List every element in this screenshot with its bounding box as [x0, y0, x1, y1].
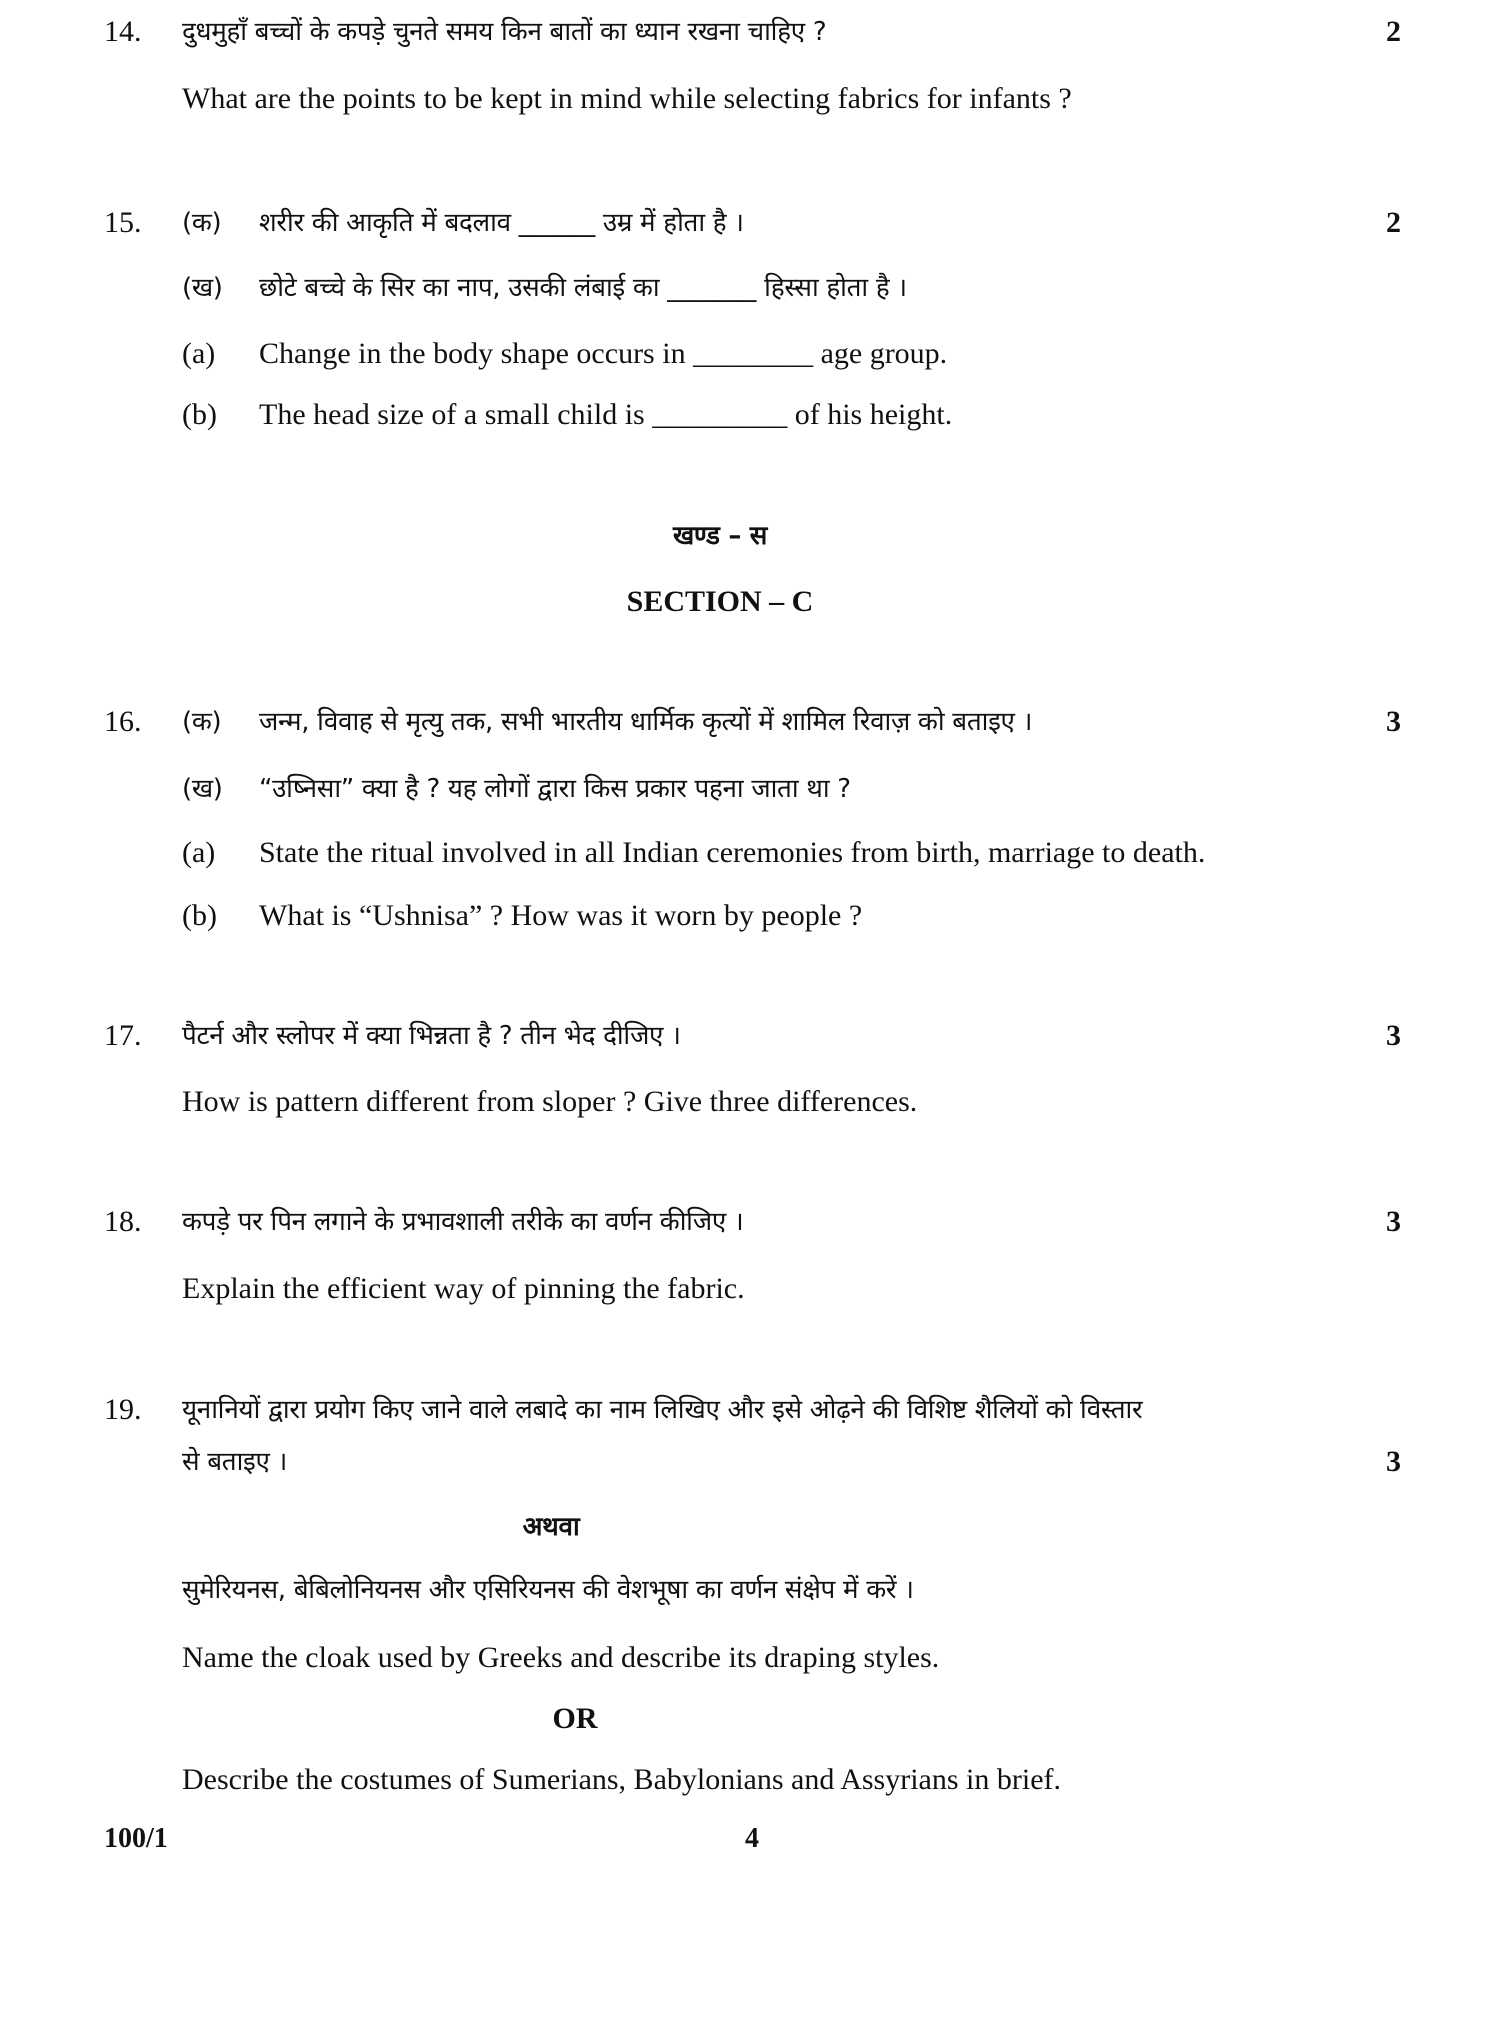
question-alt-text-hindi: सुमेरियनस, बेबिलोनियनस और एसिरियनस की वेशभूषा का वर्णन संक्षेप में करें ।	[182, 1575, 914, 1605]
part-text: State the ritual involved in all Indian ceremonies from birth, marriage to death.	[259, 836, 1206, 869]
question-number: 17.	[104, 1019, 142, 1052]
paper-code: 100/1	[104, 1823, 168, 1854]
part-text: “उष्निसा” क्या है ? यह लोगों द्वारा किस प्रकार पहना जाता था ?	[259, 774, 851, 804]
section-title-hindi: खण्ड – स	[672, 521, 768, 551]
question-marks: 3	[1386, 1205, 1401, 1238]
question-text-english: Explain the efficient way of pinning the fabric.	[182, 1272, 745, 1305]
question-text-english: What are the points to be kept in mind while selecting fabrics for infants ?	[182, 82, 1072, 115]
question-number: 18.	[104, 1205, 142, 1238]
part-text: The head size of a small child is _________ of his height.	[259, 398, 953, 431]
question-number: 19.	[104, 1393, 142, 1426]
part-text: Change in the body shape occurs in ________ age group.	[259, 337, 948, 370]
part-text: छोटे बच्चे के सिर का नाप, उसकी लंबाई का _______ हिस्सा होता है ।	[259, 273, 907, 303]
question-text-hindi: पैटर्न और स्लोपर में क्या भिन्नता है ? तीन भेद दीजिए ।	[182, 1021, 681, 1051]
part-text: शरीर की आकृति में बदलाव ______ उम्र में होता है ।	[259, 208, 744, 238]
question-alt-text-english: Describe the costumes of Sumerians, Babylonians and Assyrians in brief.	[182, 1763, 1061, 1796]
question-marks: 2	[1386, 15, 1401, 48]
section-title-english: SECTION – C	[626, 585, 814, 618]
question-marks: 3	[1386, 705, 1401, 738]
question-number: 14.	[104, 15, 142, 48]
question-number: 15.	[104, 206, 142, 239]
question-text-hindi: कपड़े पर पिन लगाने के प्रभावशाली तरीके का वर्णन कीजिए ।	[182, 1207, 744, 1237]
part-label: (क)	[182, 707, 222, 737]
question-text-hindi-line1: यूनानियों द्वारा प्रयोग किए जाने वाले लबादे का नाम लिखिए और इसे ओढ़ने की विशिष्ट शैलियों को विस्तार	[182, 1395, 1143, 1425]
question-text-hindi: दुधमुहाँ बच्चों के कपड़े चुनते समय किन बातों का ध्यान रखना चाहिए ?	[182, 17, 827, 47]
page-number: 4	[745, 1823, 759, 1854]
question-text-hindi-line2: से बताइए ।	[182, 1447, 288, 1477]
part-label: (b)	[182, 899, 217, 932]
part-label: (b)	[182, 398, 217, 431]
part-label: (a)	[182, 836, 216, 869]
or-label-english: OR	[552, 1702, 598, 1735]
question-number: 16.	[104, 705, 142, 738]
question-marks: 3	[1386, 1445, 1401, 1478]
question-marks: 2	[1386, 206, 1401, 239]
part-text: What is “Ushnisa” ? How was it worn by people ?	[259, 899, 863, 932]
or-label-hindi: अथवा	[522, 1512, 580, 1542]
part-label: (a)	[182, 337, 216, 370]
part-text: जन्म, विवाह से मृत्यु तक, सभी भारतीय धार्मिक कृत्यों में शामिल रिवाज़ को बताइए ।	[259, 707, 1033, 737]
question-text-english: How is pattern different from sloper ? Give three differences.	[182, 1085, 918, 1118]
part-label: (ख)	[182, 774, 223, 804]
part-label: (क)	[182, 208, 222, 238]
part-label: (ख)	[182, 273, 223, 303]
question-marks: 3	[1386, 1019, 1401, 1052]
question-text-english: Name the cloak used by Greeks and describe its draping styles.	[182, 1641, 940, 1674]
